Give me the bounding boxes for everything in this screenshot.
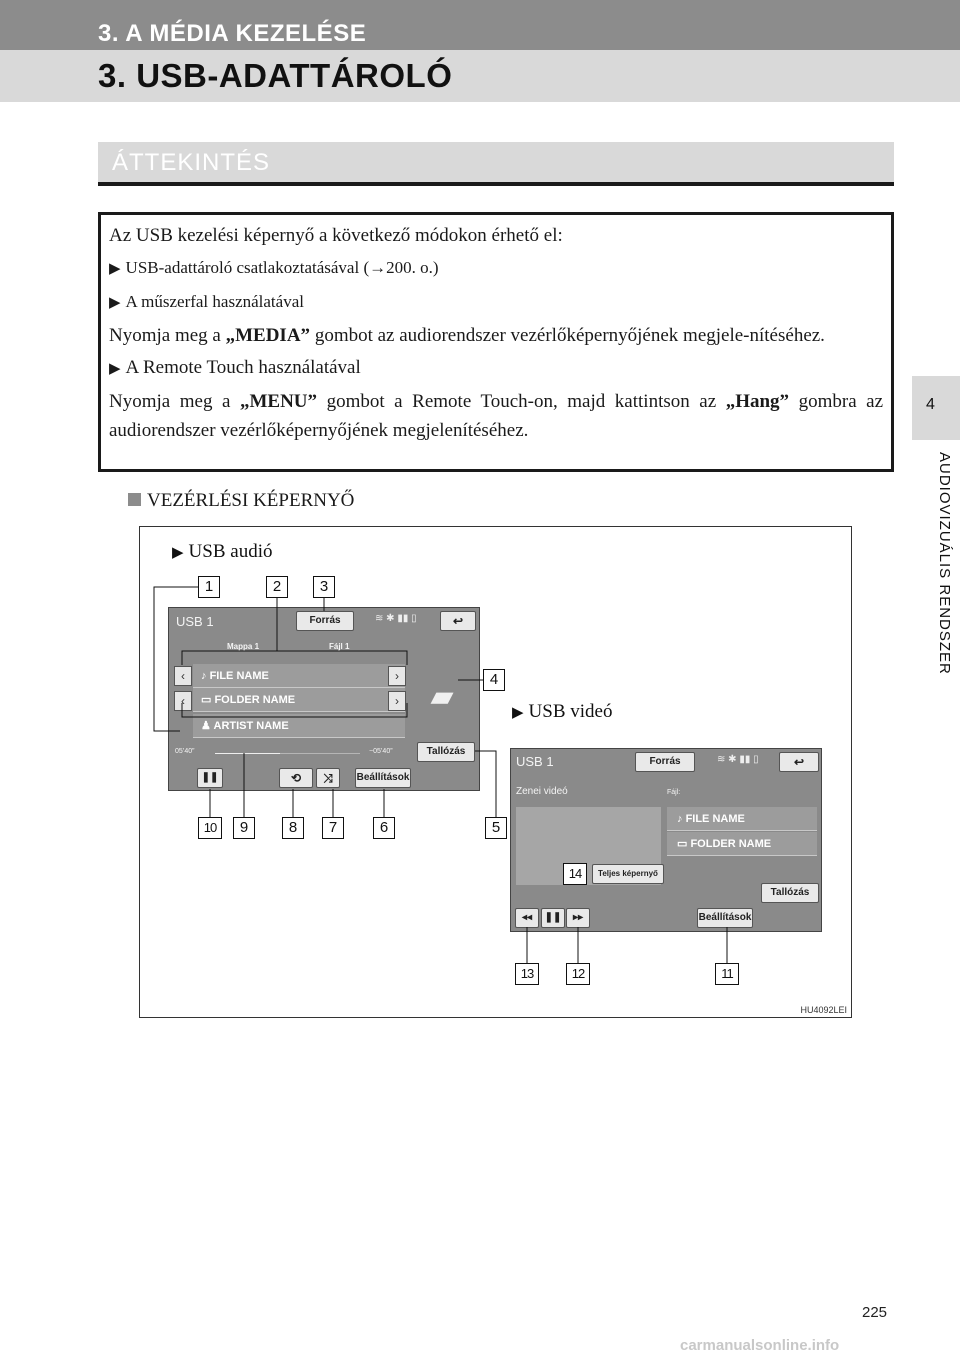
overview-item-1: ▶ USB-adattároló csatlakoztatásával (→200. o.) bbox=[109, 253, 883, 284]
video-status-icons: ≋ ✱ ▮▮ ▯ bbox=[717, 754, 759, 765]
overview-info-box bbox=[98, 212, 894, 472]
next-folder-button[interactable]: › bbox=[388, 691, 406, 711]
page-number: 225 bbox=[862, 1304, 888, 1321]
overview-item-2: ▶ A műszerfal használatával bbox=[109, 287, 883, 318]
triangle-bullet-icon: ▶ bbox=[172, 545, 184, 561]
back-button[interactable]: ↩ bbox=[440, 611, 476, 631]
video-folder-name-row: ▭ FOLDER NAME bbox=[667, 832, 817, 856]
rewind-button[interactable]: ◂◂ bbox=[515, 908, 539, 928]
overview-item-2-desc: Nyomja meg a „MEDIA” gombot az audiorendszer vezérlőképernyőjének megjele-nítéséhez. bbox=[109, 325, 825, 346]
section-title: 3. USB-ADATTÁROLÓ bbox=[98, 57, 453, 94]
overview-title: ÁTTEKINTÉS bbox=[112, 149, 271, 176]
callout-1: 1 bbox=[198, 576, 220, 598]
video-subtitle: Zenei videó bbox=[516, 786, 568, 797]
callout-6: 6 bbox=[373, 817, 395, 839]
callout-4: 4 bbox=[483, 669, 505, 691]
callout-9: 9 bbox=[233, 817, 255, 839]
overview-intro: Az USB kezelési képernyő a következő módokon érhető el: bbox=[109, 225, 563, 246]
video-file-name-row: ♪ FILE NAME bbox=[667, 807, 817, 831]
browse-button[interactable]: Tallózás bbox=[417, 742, 475, 762]
file-counter: Fájl 1 bbox=[329, 642, 350, 651]
callout-10: 10 bbox=[198, 817, 222, 839]
fullscreen-button[interactable]: Teljes képernyő bbox=[592, 864, 664, 884]
side-tab-label: AUDIOVIZUÁLIS RENDSZER bbox=[936, 452, 953, 675]
elapsed-time: 05’40” bbox=[175, 748, 195, 755]
callout-8: 8 bbox=[282, 817, 304, 839]
figure-code: HU4092LEI bbox=[800, 1005, 847, 1015]
control-screen-heading: VEZÉRLÉSI KÉPERNYŐ bbox=[128, 490, 354, 512]
callout-3: 3 bbox=[313, 576, 335, 598]
repeat-button[interactable]: ⟲ bbox=[279, 768, 313, 788]
status-icons: ≋ ✱ ▮▮ ▯ bbox=[375, 613, 417, 624]
chapter-title: 3. A MÉDIA KEZELÉSE bbox=[98, 20, 367, 47]
video-screen-title: USB 1 bbox=[516, 754, 554, 769]
usb-video-screen bbox=[510, 748, 822, 932]
usb-audio-label: ▶ USB audió bbox=[172, 541, 273, 562]
usb-stick-icon: ▰ bbox=[430, 680, 454, 713]
audio-screen-title: USB 1 bbox=[176, 614, 214, 629]
callout-14: 14 bbox=[563, 863, 587, 885]
prev-folder-button[interactable]: ‹ bbox=[174, 691, 192, 711]
watermark: carmanualsonline.info bbox=[680, 1337, 840, 1354]
pause-button[interactable]: ❚❚ bbox=[197, 768, 223, 788]
video-browse-button[interactable]: Tallózás bbox=[761, 883, 819, 903]
video-file-label: Fájl: bbox=[667, 789, 681, 796]
next-file-button[interactable]: › bbox=[388, 666, 406, 686]
callout-13: 13 bbox=[515, 963, 539, 985]
triangle-bullet-icon: ▶ bbox=[109, 361, 121, 377]
shuffle-button[interactable]: ⤨ bbox=[316, 768, 340, 788]
prev-file-button[interactable]: ‹ bbox=[174, 666, 192, 686]
triangle-bullet-icon: ▶ bbox=[109, 261, 121, 277]
settings-button[interactable]: Beállítások bbox=[355, 768, 411, 788]
triangle-bullet-icon: ▶ bbox=[109, 295, 121, 311]
callout-5: 5 bbox=[485, 817, 507, 839]
folder-counter: Mappa 1 bbox=[227, 642, 260, 651]
video-pause-button[interactable]: ❚❚ bbox=[541, 908, 565, 928]
callout-12: 12 bbox=[566, 963, 590, 985]
callout-2: 2 bbox=[266, 576, 288, 598]
side-tab-number: 4 bbox=[926, 396, 935, 413]
progress-played[interactable] bbox=[215, 753, 280, 754]
video-source-button[interactable]: Forrás bbox=[635, 752, 695, 772]
fast-forward-button[interactable]: ▸▸ bbox=[566, 908, 590, 928]
overview-item-3-desc: Nyomja meg a „MENU” gombot a Remote Touch-on, majd kattintson az „Hang” gombra az audiorendszer vezérlőképernyőjének megjelenítéséhez. bbox=[109, 391, 884, 441]
triangle-bullet-icon: ▶ bbox=[512, 705, 524, 721]
usb-video-label: ▶ USB videó bbox=[512, 701, 613, 722]
usb-audio-screen bbox=[168, 607, 480, 791]
file-name-row: ♪ FILE NAME bbox=[193, 664, 405, 688]
control-screen-figure bbox=[139, 526, 852, 1018]
callout-11: 11 bbox=[715, 963, 739, 985]
square-bullet-icon bbox=[128, 493, 141, 506]
source-button[interactable]: Forrás bbox=[296, 611, 354, 631]
side-tab bbox=[912, 376, 960, 440]
artist-name-row: ♟ ARTIST NAME bbox=[193, 714, 405, 738]
remaining-time: −05’40” bbox=[369, 748, 393, 755]
video-back-button[interactable]: ↩ bbox=[779, 752, 819, 772]
video-settings-button[interactable]: Beállítások bbox=[697, 908, 753, 928]
overview-heading-bar bbox=[98, 142, 894, 186]
overview-item-3: ▶ A Remote Touch használatával bbox=[109, 353, 883, 384]
progress-remaining[interactable] bbox=[280, 753, 360, 754]
callout-7: 7 bbox=[322, 817, 344, 839]
folder-name-row: ▭ FOLDER NAME bbox=[193, 688, 405, 712]
